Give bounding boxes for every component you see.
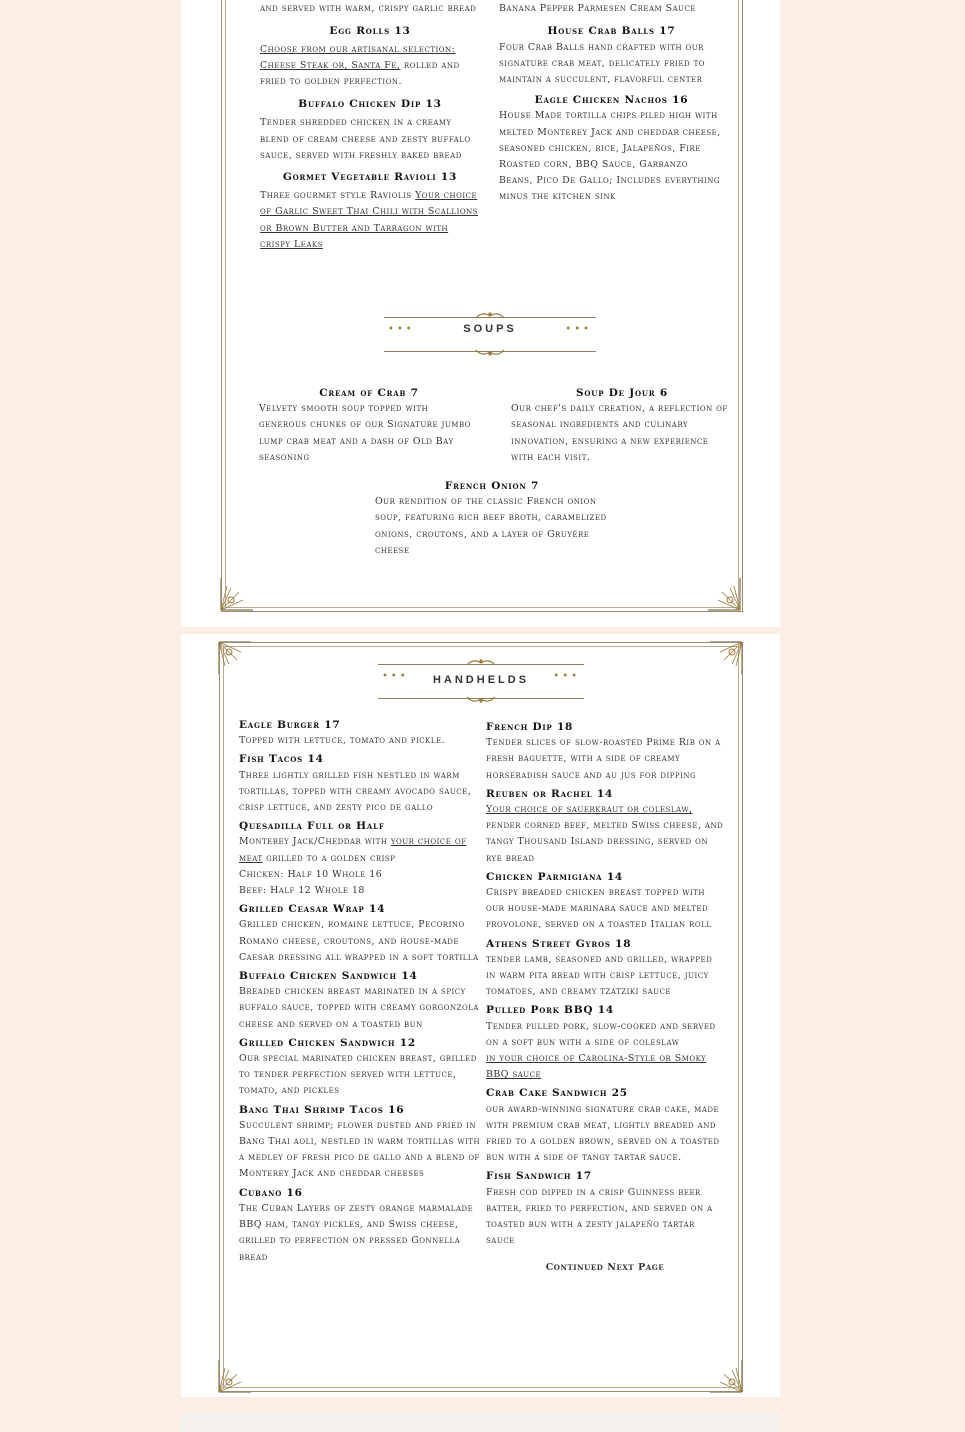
item-title-french-dip: French Dip 18 — [486, 721, 574, 733]
item-desc: Three gourmet style Raviolis — [260, 190, 416, 202]
item-desc: grilled to a golden crisp — [262, 852, 396, 864]
soups-banner — [384, 311, 596, 357]
item-desc: Fresh cod dipped in a crisp Guinness beer batter, fried to perfection, and served on a toasted bun with a zesty jalapeño tartar sauce — [486, 1186, 713, 1247]
item-title-buffalo-sandwich: Buffalo Chicken Sandwich 14 — [239, 970, 418, 983]
item-desc: Three lightly grilled fish nestled in warm tortillas, topped with creamy avocado sauce, crisp lettuce, and zesty pico de gallo — [239, 769, 472, 814]
item-desc: Tender slices of slow-roasted Prime Rib on a fresh baguette, with a side of creamy horseradish sauce and au jus for dipping — [486, 737, 721, 781]
item-desc: Topped with lettuce, tomato and pickle. — [239, 735, 446, 747]
dots-ornament-icon: ••• — [388, 324, 415, 335]
soup-item-french-onion — [375, 476, 609, 559]
continued-next-page: Continued Next Page — [545, 1261, 665, 1273]
item-title: French Onion 7 — [444, 480, 540, 492]
item-title-nachos: Eagle Chicken Nachos 16 — [534, 94, 689, 107]
item-desc-underlined: Choose from our artisanal selection: Cheese Steak or, Santa Fe, — [260, 43, 456, 71]
item-title-ravioli: Gormet Vegetable Ravioli 13 — [282, 171, 458, 184]
appetizers-left-column — [260, 0, 480, 253]
item-desc: The Cuban Layers of zesty orange marmalade BBQ ham, tangy pickles, and Swiss cheese, grilled to perfection on pressed Gonnella bread — [239, 1202, 474, 1263]
item-desc: Four Crab Balls hand crafted with our signature crab meat, delicately fried to maintain a succulent, flavorful center — [499, 41, 706, 86]
item-desc: pender corned beef, melted Swiss cheese, and tangy Thousand Island dressing, served on rye bread — [486, 820, 724, 864]
fan-corner-ornament-icon — [704, 574, 744, 614]
appetizers-right-column — [499, 0, 724, 206]
item-desc: Breaded chicken breast marinated in a spicy buffalo sauce, topped with creamy gorgonzola cheese and served on a toasted bun — [239, 986, 479, 1030]
item-desc-underlined: your choice of meat — [239, 836, 467, 864]
item-desc: Tender shredded chicken in a creamy blend of cream cheese and zesty buffalo sauce, served with freshly baked bread — [260, 117, 471, 161]
price-line: Chicken: Half 10 Whole 16 — [239, 868, 383, 880]
handhelds-banner — [378, 658, 584, 704]
item-title-grilled-chicken-sandwich: Grilled Chicken Sandwich 12 — [239, 1036, 416, 1049]
crown-ornament-icon — [465, 696, 497, 704]
item-desc: our award-winning signature crab cake, made with premium crab meat, lightly breaded and fried to a golden brown, served on a toasted bun with a side of tangy tartar sauce. — [486, 1103, 720, 1164]
section-heading-soups: SOUPS — [463, 323, 517, 335]
menu-page-handhelds — [181, 634, 780, 1397]
fan-corner-ornament-icon — [215, 1356, 255, 1396]
item-desc: rolled and fried to golden perfection. — [260, 59, 460, 88]
section-heading-handhelds: HANDHELDS — [432, 674, 530, 686]
item-title: Cream of Crab 7 — [319, 387, 419, 399]
item-desc: House Made tortilla chips piled high with melted Monterey Jack and cheddar cheese, seasoned chicken, rice, Jalapeños, Fire Roasted corn, BBQ Sauce, Garbanzo Beans, Pico De Gallo; Includes everything minus the kitchen sink — [499, 110, 721, 203]
item-desc: and served with warm, crispy garlic bread — [260, 3, 477, 15]
item-title-quesadilla: Quesadilla Full or Half — [239, 820, 385, 833]
item-desc: Our rendition of the classic French onion soup, featuring rich beef broth, caramelized onions, croutons, and a layer of Gruyère cheese — [375, 496, 607, 556]
fan-corner-ornament-icon — [217, 574, 257, 614]
item-desc: Crispy breaded chicken breast topped with our house-made marinara sauce and melted provolone, served on a toasted Italian roll — [486, 887, 712, 931]
item-title-cubano: Cubano 16 — [239, 1186, 303, 1199]
next-page-edge — [181, 1412, 780, 1432]
item-title-ceasar-wrap: Grilled Ceasar Wrap 14 — [239, 903, 386, 916]
item-title-reuben: Reuben or Rachel 14 — [486, 787, 614, 800]
item-desc: Our chef's daily creation, a reflection of seasonal ingredients and culinary innovation, ensuring a new experience with each visit. — [511, 403, 728, 463]
item-desc: Tender pulled pork, slow-cooked and served on a soft bun with a side of coleslaw — [486, 1020, 716, 1048]
item-desc: Monterey Jack/Cheddar with — [239, 836, 391, 848]
item-title-fish-tacos: Fish Tacos 14 — [239, 753, 324, 766]
crown-ornament-icon — [474, 349, 506, 357]
item-title-pulled-pork: Pulled Pork BBQ 14 — [486, 1004, 615, 1017]
item-title-crab-cake-sandwich: Crab Cake Sandwich 25 — [486, 1087, 628, 1100]
item-title-chicken-parmigiana: Chicken Parmigiana 14 — [486, 870, 624, 883]
fan-corner-ornament-icon — [215, 638, 255, 678]
item-desc: Velvety smooth soup topped with generous chunks of our Signature jumbo lump crab meat and a dash of Old Bay seasoning — [259, 403, 471, 463]
item-desc: tender lamb, seasoned and grilled, wrapped in warm pita bread with crisp lettuce, juicy tomatoes, and creamy tzatziki sauce — [486, 953, 713, 998]
item-desc: Banana Pepper Parmesen Cream Sauce — [499, 3, 697, 15]
fan-corner-ornament-icon — [706, 638, 746, 678]
dots-ornament-icon: ••• — [382, 671, 409, 682]
handhelds-left-column — [239, 715, 481, 1266]
item-title-buffalo-dip: Buffalo Chicken Dip 13 — [298, 98, 442, 111]
item-desc: Succulent shrimp; flower dusted and fried in Bang Thai aoli, nestled in warm tortillas with a medley of fresh pico de gallo and a blend of Monterey Jack and cheddar cheeses — [239, 1119, 481, 1180]
item-title-gyros: Athens Street Gyros 18 — [486, 937, 632, 950]
dots-ornament-icon: ••• — [565, 324, 592, 335]
item-title-shrimp-tacos: Bang Thai Shrimp Tacos 16 — [239, 1103, 405, 1116]
soup-item-cream-of-crab — [259, 383, 479, 466]
item-desc-underlined: Your choice of sauerkraut or coleslaw, — [486, 804, 693, 816]
item-title: Soup De Jour 6 — [576, 387, 668, 399]
item-desc-underlined: in your choice of Carolina-Style or Smoky BBQ sauce — [486, 1053, 707, 1081]
item-desc: Our special marinated chicken breast, grilled to tender perfection served with lettuce, tomato, and pickles — [239, 1053, 477, 1097]
item-title-crab-balls: House Crab Balls 17 — [547, 25, 676, 38]
item-title-egg-rolls: Egg Rolls 13 — [329, 25, 411, 38]
item-title-fish-sandwich: Fish Sandwich 17 — [486, 1170, 592, 1183]
dots-ornament-icon: ••• — [553, 671, 580, 682]
soup-item-soup-de-jour — [511, 383, 733, 466]
menu-page-appetizers — [181, 0, 780, 627]
item-title-eagle-burger: Eagle Burger 17 — [239, 719, 341, 731]
fan-corner-ornament-icon — [706, 1356, 746, 1396]
price-line: Beef: Half 12 Whole 18 — [239, 885, 365, 897]
handhelds-right-column — [486, 717, 724, 1276]
item-desc-underlined: Your choice of Garlic Sweet Thai Chili with Scallions or Brown Butter and Tarragon with crispy Leaks — [260, 190, 478, 250]
item-desc: Grilled chicken, romaine lettuce, Pecorino Romano cheese, croutons, and house-made Caesar dressing all wrapped in a soft tortilla — [239, 919, 479, 963]
